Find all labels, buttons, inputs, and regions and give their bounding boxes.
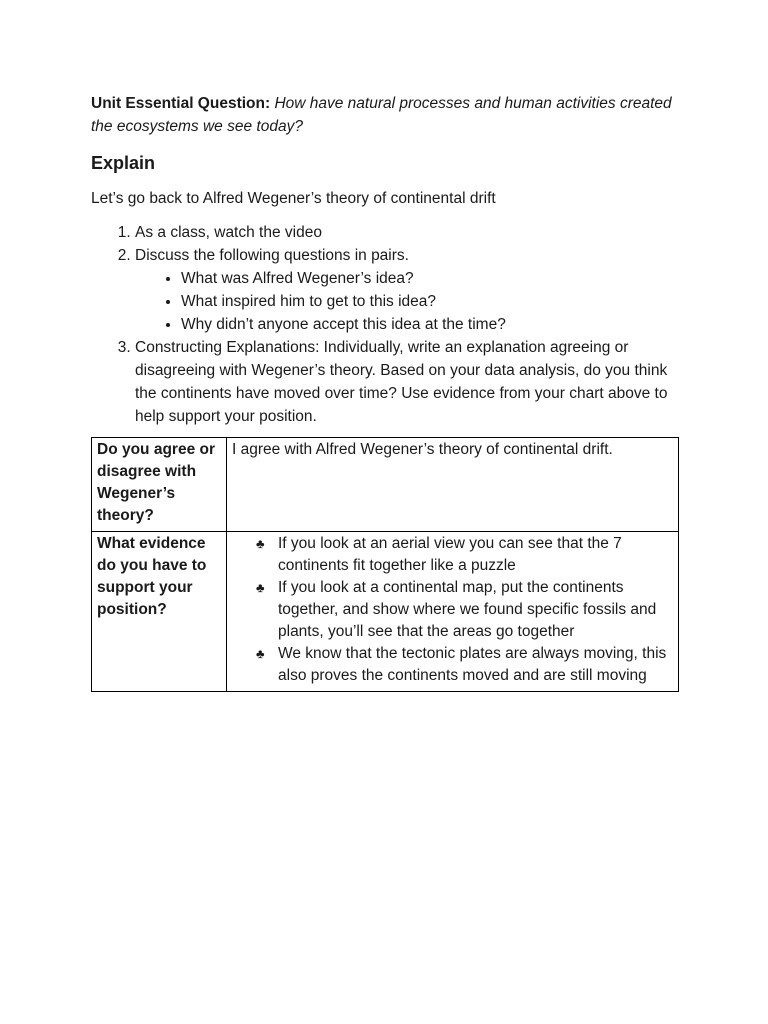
step-item — [135, 336, 681, 428]
intro-text: Let’s go back to Alfred Wegener’s theory of continental drift — [91, 190, 496, 207]
discussion-question: • Why didn’t anyone accept this idea at the time? — [181, 313, 681, 336]
steps-list — [91, 221, 681, 428]
section-title: Explain — [91, 153, 156, 173]
table-row — [92, 532, 679, 692]
table-row — [92, 438, 679, 532]
evidence-question-cell: What evidence do you have to support your position? — [92, 532, 227, 692]
ueq-question: How have natural processes and human activities created the ecosystems we see today? — [91, 95, 672, 135]
step-text: Discuss the following questions in pairs. — [135, 247, 409, 264]
discussion-question: • What inspired him to get to this idea? — [181, 290, 681, 313]
document-page — [91, 92, 681, 692]
evidence-answer-cell — [227, 532, 679, 692]
evidence-text: If you look at a continental map, put the continents together, and show where we found specific fossils and plants, you’ll see that the areas go together — [278, 579, 657, 640]
club-bullet-icon: ♣ — [256, 536, 265, 551]
response-table — [91, 437, 679, 692]
club-bullet-icon: ♣ — [256, 580, 265, 595]
step-item — [135, 221, 681, 244]
evidence-list — [232, 533, 673, 687]
step-text: As a class, watch the video — [135, 224, 322, 241]
evidence-text: We know that the tectonic plates are always moving, this also proves the continents moved and are still moving — [278, 645, 667, 684]
unit-essential-question — [91, 92, 681, 138]
discussion-question: • What was Alfred Wegener’s idea? — [181, 267, 681, 290]
step-text: Constructing Explanations: Individually, write an explanation agreeing or disagreeing with Wegener’s theory. Based on your data analysis, do you think the continents have moved over time? Use evidence from your chart above to help support your position. — [135, 339, 668, 425]
evidence-text: If you look at an aerial view you can see that the 7 continents fit together like a puzzle — [278, 535, 622, 574]
agree-question-cell: Do you agree or disagree with Wegener’s theory? — [92, 438, 227, 532]
step-item — [135, 244, 681, 336]
agree-answer-cell: I agree with Alfred Wegener’s theory of continental drift. — [227, 438, 679, 532]
club-bullet-icon: ♣ — [256, 646, 265, 661]
ueq-label: Unit Essential Question: — [91, 95, 271, 112]
evidence-item — [256, 643, 673, 687]
evidence-item — [256, 577, 673, 643]
evidence-item — [256, 533, 673, 577]
discussion-questions — [135, 267, 681, 336]
